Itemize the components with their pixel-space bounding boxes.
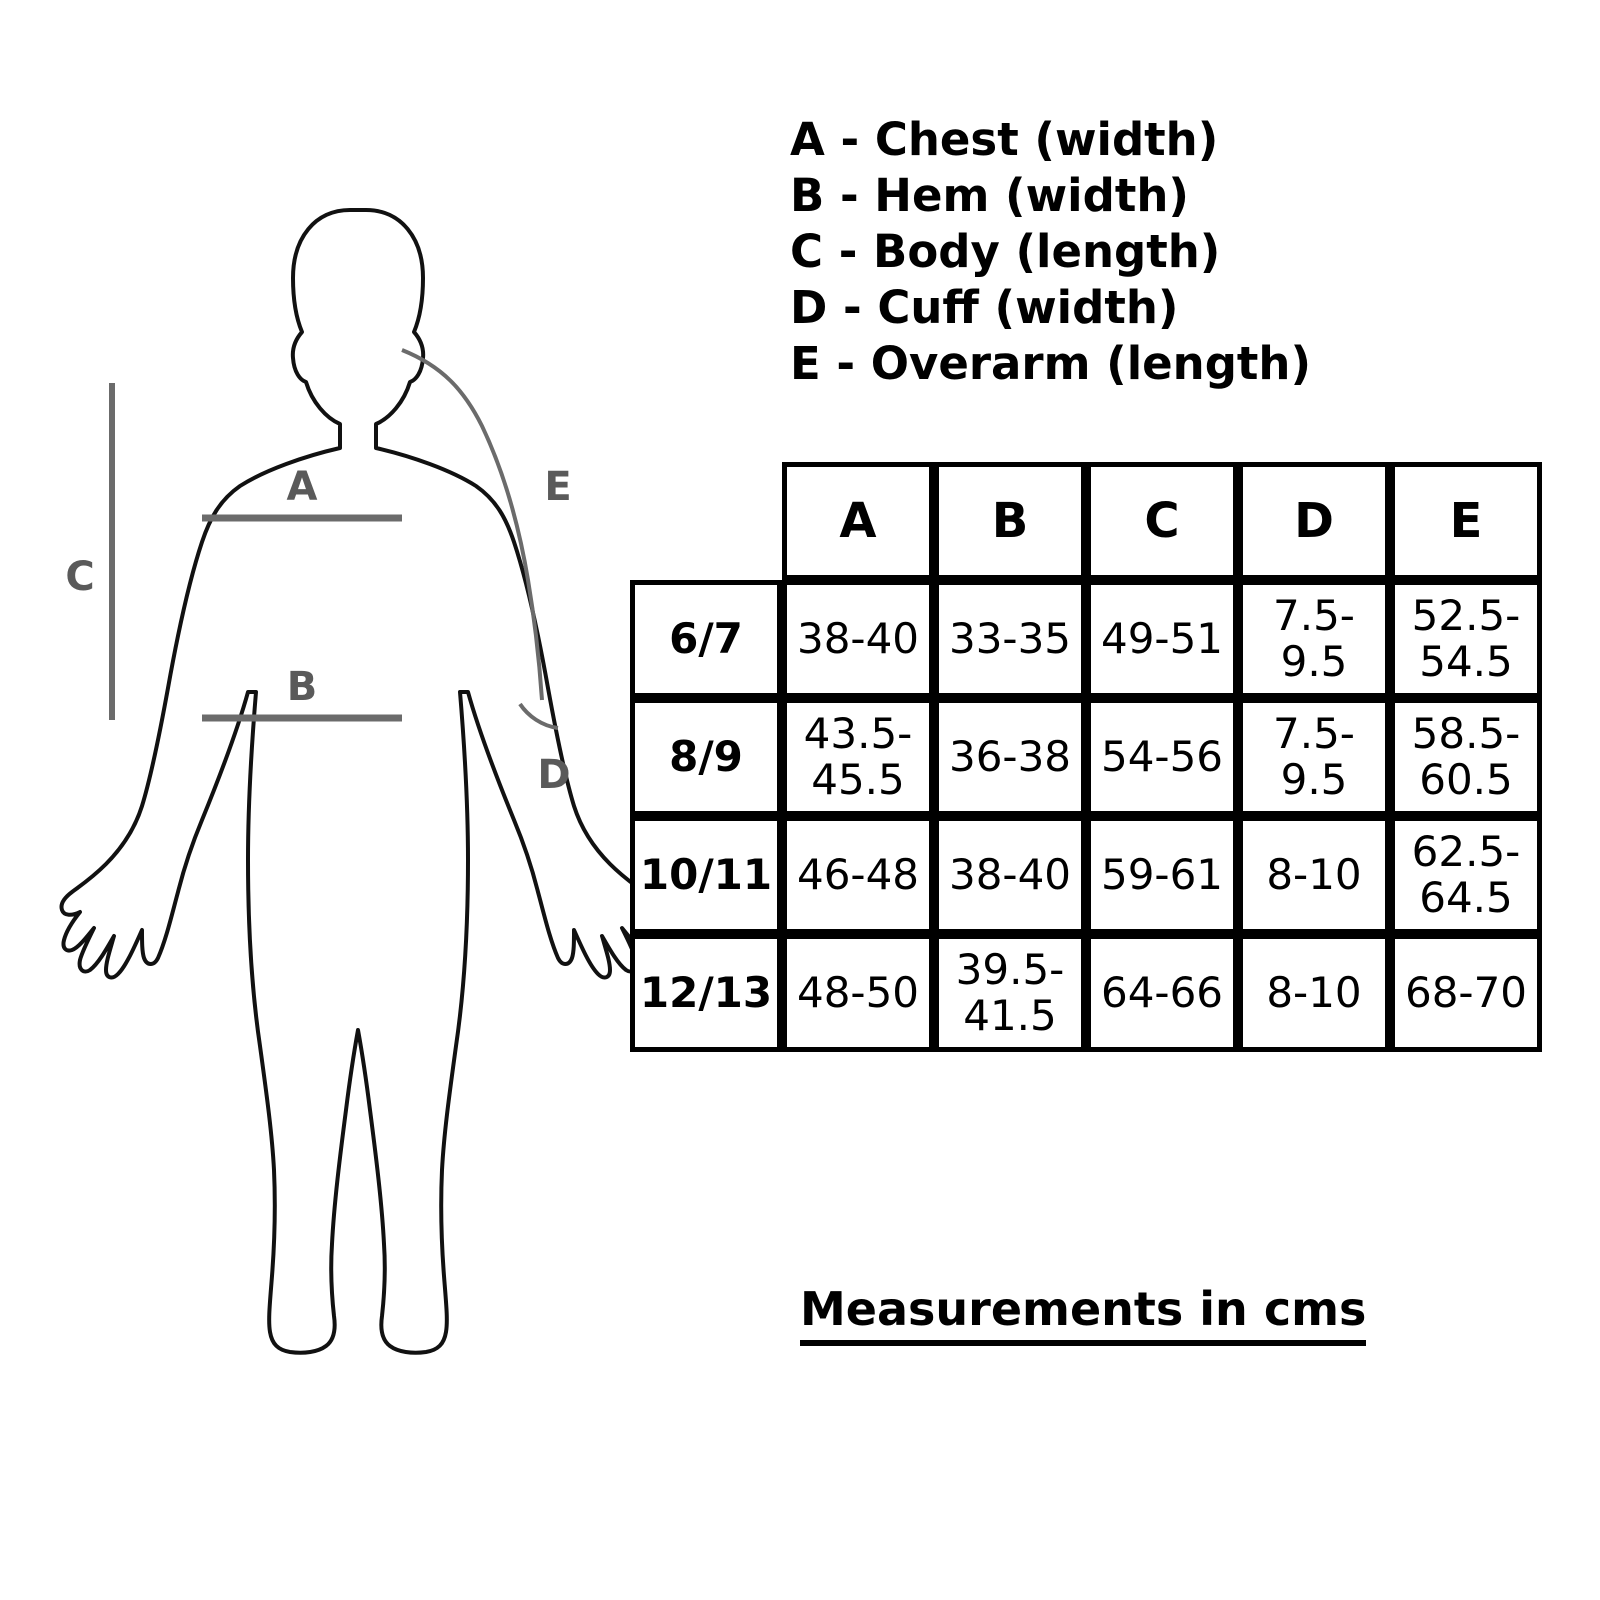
column-header-e: E	[1390, 462, 1542, 580]
column-header-b: B	[934, 462, 1086, 580]
cell-a: 46-48	[782, 816, 934, 934]
measurements-unit-note: Measurements in cms	[800, 1282, 1366, 1346]
figure-label-body: C	[65, 554, 95, 600]
cell-d: 7.5-9.5	[1238, 580, 1390, 698]
size-chart-table	[630, 462, 1542, 1052]
figure-label-overarm: E	[544, 464, 572, 510]
figure-label-chest: A	[286, 464, 318, 510]
row-size-label: 8/9	[630, 698, 782, 816]
table-row	[630, 698, 1542, 816]
legend-item-c: C - Body (length)	[790, 225, 1221, 278]
cell-e: 52.5-54.5	[1390, 580, 1542, 698]
table-row	[630, 816, 1542, 934]
cell-c: 54-56	[1086, 698, 1238, 816]
cell-e: 62.5-64.5	[1390, 816, 1542, 934]
overarm-guide-line	[402, 350, 542, 700]
cell-d: 8-10	[1238, 816, 1390, 934]
figure-label-hem: B	[286, 664, 318, 710]
table-corner-cell	[630, 462, 782, 580]
cell-c: 49-51	[1086, 580, 1238, 698]
body-outline-svg	[50, 180, 670, 1400]
row-size-label: 12/13	[630, 934, 782, 1052]
measurement-legend	[790, 112, 1550, 392]
row-size-label: 6/7	[630, 580, 782, 698]
cell-a: 43.5-45.5	[782, 698, 934, 816]
body-figure-diagram	[50, 180, 670, 1400]
table-header-row	[630, 462, 1542, 580]
cell-a: 38-40	[782, 580, 934, 698]
legend-item-a: A - Chest (width)	[790, 113, 1219, 166]
cell-c: 64-66	[1086, 934, 1238, 1052]
cell-b: 38-40	[934, 816, 1086, 934]
cell-d: 8-10	[1238, 934, 1390, 1052]
column-header-d: D	[1238, 462, 1390, 580]
cell-e: 58.5-60.5	[1390, 698, 1542, 816]
figure-label-cuff: D	[537, 752, 571, 798]
column-header-c: C	[1086, 462, 1238, 580]
cell-a: 48-50	[782, 934, 934, 1052]
cell-d: 7.5-9.5	[1238, 698, 1390, 816]
column-header-a: A	[782, 462, 934, 580]
cell-c: 59-61	[1086, 816, 1238, 934]
row-size-label: 10/11	[630, 816, 782, 934]
cell-b: 39.5-41.5	[934, 934, 1086, 1052]
cell-b: 33-35	[934, 580, 1086, 698]
cell-b: 36-38	[934, 698, 1086, 816]
table-row	[630, 934, 1542, 1052]
legend-item-d: D - Cuff (width)	[790, 281, 1179, 334]
legend-item-e: E - Overarm (length)	[790, 337, 1312, 390]
table-row	[630, 580, 1542, 698]
cell-e: 68-70	[1390, 934, 1542, 1052]
legend-item-b: B - Hem (width)	[790, 169, 1189, 222]
